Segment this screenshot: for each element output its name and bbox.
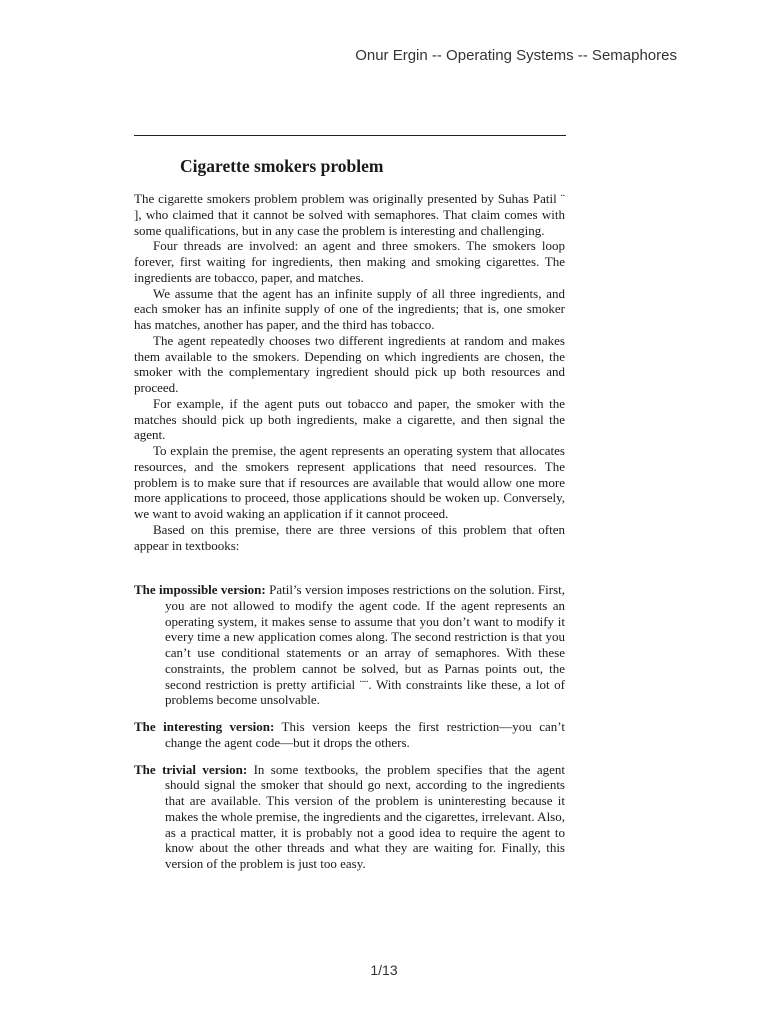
body-text bbox=[134, 191, 565, 553]
page-number: 1/13 bbox=[370, 962, 398, 978]
version-text: In some textbooks, the problem specifies that the agent should signal the smoker that should go next, according to the ingredients that are available. This version of the problem is uninteresting because it makes the whole premise, the ingredients and the cigarettes, irrelevant. Also, as a practical matter, it is probably not a good idea to require the agent to know about the other threads and what they are waiting for. Finally, this version of the problem is just too easy. bbox=[165, 761, 566, 871]
version-term: The impossible version: bbox=[134, 582, 266, 597]
version-term: The interesting version: bbox=[134, 719, 275, 734]
version-item-interesting bbox=[134, 719, 565, 751]
version-text: This version keeps the first restriction—you can’t change the agent code—but it drops the others. bbox=[165, 719, 565, 750]
paragraph: To explain the premise, the agent represents an operating system that allocates resources, and the smokers represent applications that need resources. The problem is to make sure that if resources are available that would allow one more more applications to proceed, those applications should be woken up. Conversely, we want to avoid waking an application if it cannot proceed. bbox=[134, 443, 565, 521]
section-title: Cigarette smokers problem bbox=[180, 156, 384, 176]
section-rule bbox=[134, 135, 566, 136]
versions-list bbox=[134, 582, 565, 883]
paragraph: We assume that the agent has an infinite supply of all three ingredients, and each smoker has an infinite supply of one of the ingredients; that is, one smoker has matches, another has paper, and the third has tobacco. bbox=[134, 285, 565, 332]
paragraph: The cigarette smokers problem problem was originally presented by Suhas Patil ¨ ], who claimed that it cannot be solved with semaphores. That claim comes with some qualifications, but in any case the problem is interesting and challenging. bbox=[134, 191, 565, 238]
paragraph: For example, if the agent puts out tobacco and paper, the smoker with the matches should pick up both ingredients, make a cigarette, and then signal the agent. bbox=[134, 395, 565, 443]
paragraph: Four threads are involved: an agent and three smokers. The smokers loop forever, first waiting for ingredients, then making and smoking cigarettes. The ingredients are tobacco, paper, and matches. bbox=[134, 238, 565, 285]
paragraph: The agent repeatedly chooses two different ingredients at random and makes them available to the smokers. Depending on which ingredients are chosen, the smoker with the complementary ingredient should pick up both resources and proceed. bbox=[134, 332, 565, 395]
version-text: Patil’s version imposes restrictions on the solution. First, you are not allowed to modify the agent code. If the agent represents an operating system, it makes sense to assume that you don’t want to modify it every time a new application comes along. The second restriction is that you can’t use conditional statements or an array of semaphores. With these constraints, the problem cannot be solved, but as Parnas points out, the second restriction is pretty artificial ¨¨. With constraints like these, a lot of problems become unsolvable. bbox=[165, 582, 565, 708]
version-term: The trivial version: bbox=[134, 761, 248, 777]
version-item-trivial bbox=[134, 762, 565, 872]
paragraph: Based on this premise, there are three versions of this problem that often appear in textbooks: bbox=[134, 521, 565, 553]
version-item-impossible bbox=[134, 582, 565, 708]
document-header: Onur Ergin -- Operating Systems -- Semaphores bbox=[355, 47, 677, 64]
